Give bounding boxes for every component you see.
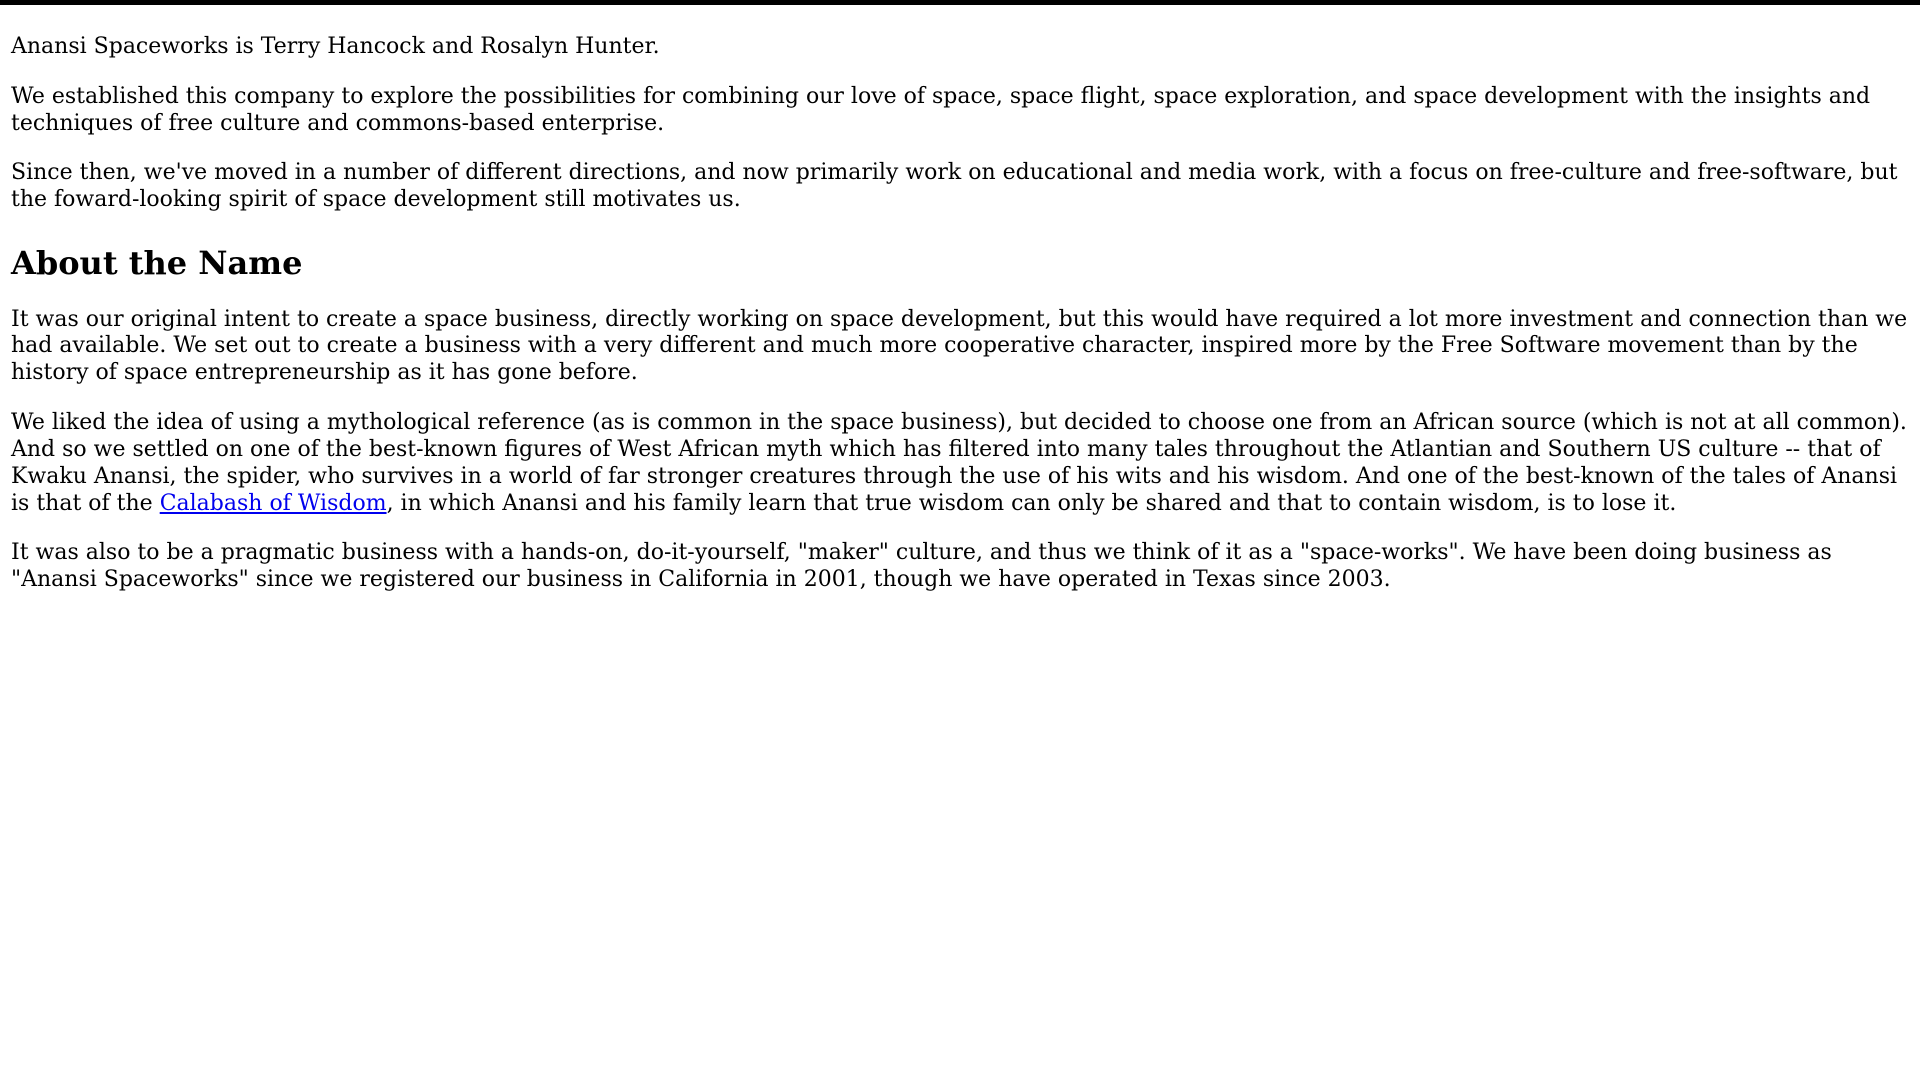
- paragraph-mission: We established this company to explore the possibilities for combining our love of space, space flight, space exploration, and space development with the insights and techniques of free culture and commons-based enterprise.: [11, 83, 1871, 136]
- paragraph-mythology: [11, 410, 1909, 517]
- paragraph-intro: Anansi Spaceworks is Terry Hancock and Rosalyn Hunter.: [11, 34, 660, 59]
- paragraph-pragmatic: It was also to be a pragmatic business with a hands-on, do-it-yourself, "maker" culture, and thus we think of it as a "space-works". We have been doing business as "Anansi Spaceworks" since we registered our business in California in 2001, though we have operated in Texas since 2003.: [11, 540, 1832, 593]
- page-content: [0, 5, 1920, 594]
- paragraph-since-then: Since then, we've moved in a number of different directions, and now primarily work on educational and media work, with a focus on free-culture and free-software, but the foward-looking spirit of space development still motivates us.: [11, 160, 1898, 213]
- heading-about-the-name: About the Name: [11, 244, 303, 283]
- mythology-text-before-link: We liked the idea of using a mythological reference (as is common in the space business), but decided to choose one from an African source (which is not at all common). And so we settled on one of the best-known figures of West African myth which has filtered into many tales throughout the Atlantian and Southern US culture -- that of Kwaku Anansi, the spider, who survives in a world of far stronger creatures through the use of his wits and his wisdom. And one of the best-known of the tales of Anansi is that of the: [11, 410, 1907, 516]
- mythology-text-after-link: , in which Anansi and his family learn that true wisdom can only be shared and that to contain wisdom, is to lose it.: [386, 490, 1677, 516]
- calabash-of-wisdom-link[interactable]: Calabash of Wisdom: [159, 490, 387, 516]
- paragraph-original-intent: It was our original intent to create a space business, directly working on space development, but this would have required a lot more investment and connection than we had available. We set out to create a business with a very different and much more cooperative character, inspired more by the Free Software movement than by the history of space entrepreneurship as it has gone before.: [11, 306, 1908, 386]
